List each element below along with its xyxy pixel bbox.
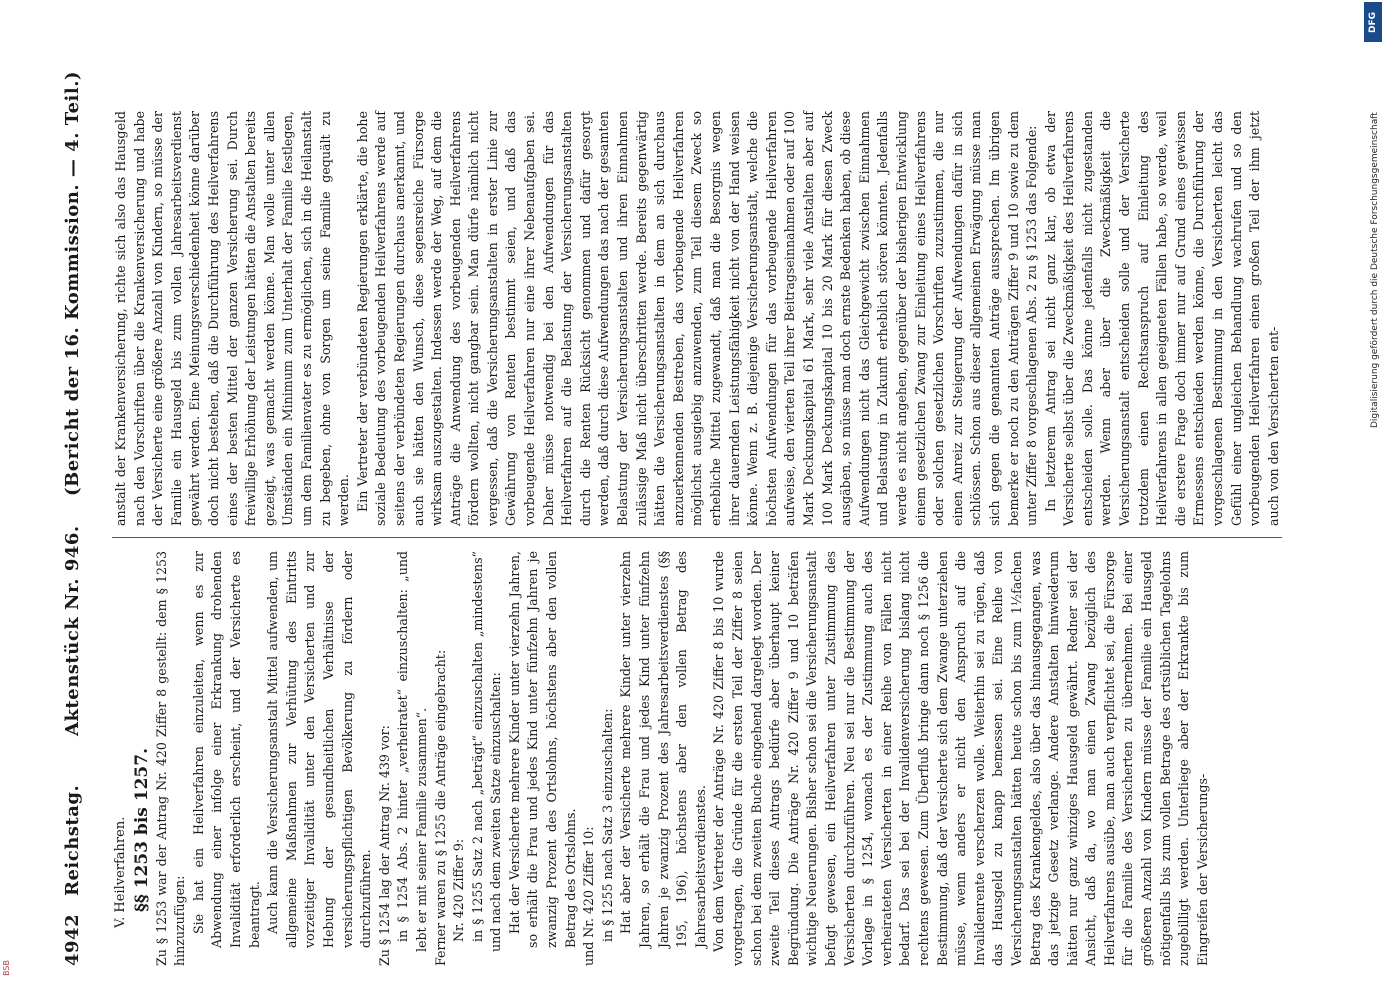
- paragraph: Ein Vertreter der verbündeten Regierungen erklärte, die hohe soziale Bedeutung des vorbeugenden Heilverfahrens werde auf seitens der verbündeten Regierungen durchaus anerkannt, und auch sie hätten den Wunsch, diese segensreiche Fürsorge wirksam auszugestalten. Indessen werde der Weg, auf dem die Anträge die Anwendung des vorbeugenden Heilverfahrens fördern wollten, nicht gangbar sein. Man dürfe nämlich nicht vergessen, daß die Versicherungsanstalten in erster Linie zur Gewährung von Renten bestimmt seien, und daß das vorbeugende Heilverfahren nur eine ihrer Nebenaufgaben sei. Daher müsse notwendig bei den Aufwendungen für das Heilverfahren auf die Belastung der Versicherungsanstalten durch die Renten Rücksicht genommen und dafür gesorgt werden, daß durch diese Aufwendungen das nach der gesamten Belastung der Versicherungsanstalten und ihren Einnahmen zulässige Maß nicht überschritten werde. Bereits gegenwärtig hätten die Versicherungsanstalten in dem an sich durchaus anzuerkennenden Bestreben, das vorbeugende Heilverfahren möglichst ausgiebig anzuwenden, zum Teil diesem Zweck so erhebliche Mittel zugewandt, daß man die Besorgnis wegen ihrer dauernden Leistungsfähigkeit nicht von der Hand weisen könne. Wenn z. B. diejenige Versicherungsanstalt, welche die höchsten Aufwendungen für das vorbeugende Heilverfahren aufweise, den vierten Teil ihrer Beitragseinnahmen oder auf 100 Mark Deckungskapital 61 Mark, sehr viele Anstalten aber auf 100 Mark Deckungskapital 10 bis 20 Mark für diesen Zweck ausgäben, so müsse man doch ernste Bedenken haben, ob diese Aufwendungen nicht das Gleichgewicht zwischen Einnahmen und Belastung in Zukunft erheblich stören könnten. Jedenfalls werde es nicht angehen, gegenüber der bisherigen Entwicklung einem gesetzlichen Zwang zur Einleitung eines Heilverfahrens oder solchen gesetzlichen Vorschriften zuzustimmen, die nur einen Anreiz zur Steigerung der Aufwendungen dafür in sich schlössen. Schon aus dieser allgemeinen Erwägung müsse man sich gegen die genannten Anträge aussprechen. Im übrigen bemerke er noch zu den Anträgen Ziffer 9 und 10 sowie zu dem unter Ziffer 8 vorgeschlagenen Abs. 2 zu § 1253 das Folgende:: [354, 111, 1040, 526]
- paragraph: Hat der Versicherte mehrere Kinder unter vierzehn Jahren, so erhält die Frau und jedes Kind unter fünfzehn Jahren je zwanzig Prozent des Ortslohns, höchstens aber den vollen Betrag des Ortslohns.: [506, 551, 578, 948]
- digitization-credit: Digitalisierung gefördert durch die Deutsche Forschungsgemeinschaft: [1370, 112, 1380, 428]
- paragraph: Sie hat ein Heilverfahren einzuleiten, wenn es zur Abwendung einer infolge einer Erkrankung drohenden Invalidität erforderlich erscheint, und der Versicherte es beantragt.: [190, 551, 262, 948]
- paragraph: und Nr. 420 Ziffer 10:: [581, 826, 597, 966]
- paragraph: Zu § 1254 lag der Antrag Nr. 439 vor:: [376, 725, 392, 966]
- left-column: [112, 551, 1302, 966]
- paragraph: anstalt der Krankenversicherung, richte sich also das Hausgeld nach den Vorschriften über die Krankenversicherung und habe der Versicherte eine größere Anzahl von Kindern, so müsse der Familie ein Hausgeld bis zum vollen Jahresarbeitsverdienst gewährt werden. Eine Meinungsverschiedenheit könne darüber doch nicht bestehen, daß die Durchführung des Heilverfahrens eines der besten Mittel der ganzen Versicherung sei. Durch freiwillige Erhöhung der Leistungen hätten die Anstalten bereits gezeigt, was gemacht werden könne. Man wolle unter allen Umständen ein Minimum zum Unterhalt der Familie festlegen, um dem Familienvater es zu ermöglichen, sich in die Heilanstalt zu begeben, ohne von Sorgen um seine Familie gequält zu werden.: [113, 111, 352, 526]
- page-content: [62, 71, 1302, 966]
- header-right: (Bericht der 16. Kommission. — 4. Teil.): [62, 71, 83, 496]
- paragraph: Hat aber der Versicherte mehrere Kinder unter vierzehn Jahren, so erhält die Frau und jedes Kind unter fünfzehn Jahren je zwanzig Prozent des Jahresarbeitsverdienstes (§§ 195, 196), höchstens aber den vollen Betrag des Jahresarbeitsverdienstes.: [618, 551, 708, 948]
- column-divider: [112, 537, 1282, 538]
- paragraph: Ferner waren zu § 1255 die Anträge eingebracht:: [432, 649, 448, 966]
- paragraph: In letzterem Antrag sei nicht ganz klar, ob etwa der Versicherte selbst über die Zweckmäßigkeit des Heilverfahrens entscheiden solle. Das könne jedenfalls nicht zugestanden werden. Wenn aber über die Zweckmäßigkeit die Versicherungsanstalt entscheiden solle und der Versicherte trotzdem einen Rechtsanspruch auf Einleitung des Heilverfahrens in allen geeigneten Fällen habe, so werde, weil die erstere Frage doch immer nur auf Grund eines gewissen Ermessens entschieden werden könne, die Durchführung der vorgeschlagenen Bestimmung in den Versicherten leicht das Gefühl einer ungleichen Behandlung wachrufen und so den vorbeugenden Heilverfahren einen großen Teil der ihm jetzt auch von den Versicherten ent-: [1042, 111, 1281, 526]
- page-header: [62, 71, 92, 966]
- library-code: BSB: [2, 960, 11, 976]
- section-title: V. Heilverfahren.: [113, 816, 128, 928]
- paragraph: in § 1255 Satz 2 nach „beträgt“ einzuschalten „mindestens“ und nach dem zweiten Satze einzuschalten:: [469, 551, 504, 952]
- paragraph: Zu § 1253 war der Antrag Nr. 420 Ziffer 8 gestellt: dem § 1253 hinzuzufügen:: [153, 551, 188, 966]
- paragraph: in § 1255 nach Satz 3 einzuschalten:: [599, 708, 615, 942]
- right-column: [112, 111, 1302, 526]
- paragraph: Auch kann die Versicherungsanstalt Mittel aufwenden, um allgemeine Maßnahmen zur Verhütung des Eintritts vorzeitiger Invalidität unter den Versicherten und zur Hebung der gesundheitlichen Verhältnisse der versicherungspflichtigen Bevölkerung zu fördern oder durchzuführen.: [265, 551, 374, 948]
- section-subtitle: §§ 1253 bis 1257.: [131, 748, 152, 912]
- paragraph: Nr. 420 Ziffer 9:: [451, 838, 467, 942]
- dfg-logo: DFG: [1364, 2, 1382, 42]
- header-left: Reichstag.: [62, 784, 83, 896]
- header-center: Aktenstück Nr. 946.: [62, 525, 83, 736]
- page-number: 4942: [62, 913, 83, 966]
- paragraph: Von dem Vertreter der Anträge Nr. 420 Ziffer 8 bis 10 wurde vorgetragen, die Gründe für die ersten Teil der Ziffer 8 seien schon bei dem zweiten Buche eingehend dargelegt worden. Der zweite Teil dieses Antrags bedürfe aber überhaupt keiner Begründung. Die Anträge Nr. 420 Ziffer 9 und 10 beträfen wichtige Neuerungen. Bisher schon sei die Versicherungsanstalt befugt gewesen, ein Heilverfahren unter Zustimmung des Versicherten durchzuführen. Neu sei nur die Bestimmung der Vorlage in § 1254, wonach es der Zustimmung auch des verheirateten Versicherten in einer Reihe von Fällen nicht bedarf. Das sei bei der Invalidenversicherung bislang nicht rechtens gewesen. Zum Überfluß bringe dann noch § 1256 die Bestimmung, daß der Versicherte sich dem Zwange unterziehen müsse, wenn anders er nicht den Anspruch auf die Invalidenrente verscherzen wolle. Weiterhin sei zu rügen, daß das Hausgeld zu knapp bemessen sei. Eine Reihe von Versicherungsanstalten hätten heute schon bis zum 1½fachen Betrag des Krankengeldes, also über das hinausgegangen, was das jetzige Gesetz verlange. Andere Anstalten hinwiederum hätten nur ganz winziges Hausgeld gewährt. Redner sei der Ansicht, daß da, wo man einen Zwang bezüglich des Heilverfahrens ausübe, man auch verpflichtet sei, die Fürsorge für die Familie des Versicherten zu übernehmen. Bei einer größeren Anzahl von Kindern müsse der Familie ein Hausgeld nötigenfalls bis zum vollen Betrage des ortsüblichen Tagelohns zugebilligt werden. Unterliege aber der Erkrankte bis zum Eingreifen der Versicherungs-: [711, 551, 1210, 966]
- paragraph: in § 1254 Abs. 2 hinter „verheiratet“ einzuschalten: „und lebt er mit seiner Familie zusammen“.: [395, 551, 429, 952]
